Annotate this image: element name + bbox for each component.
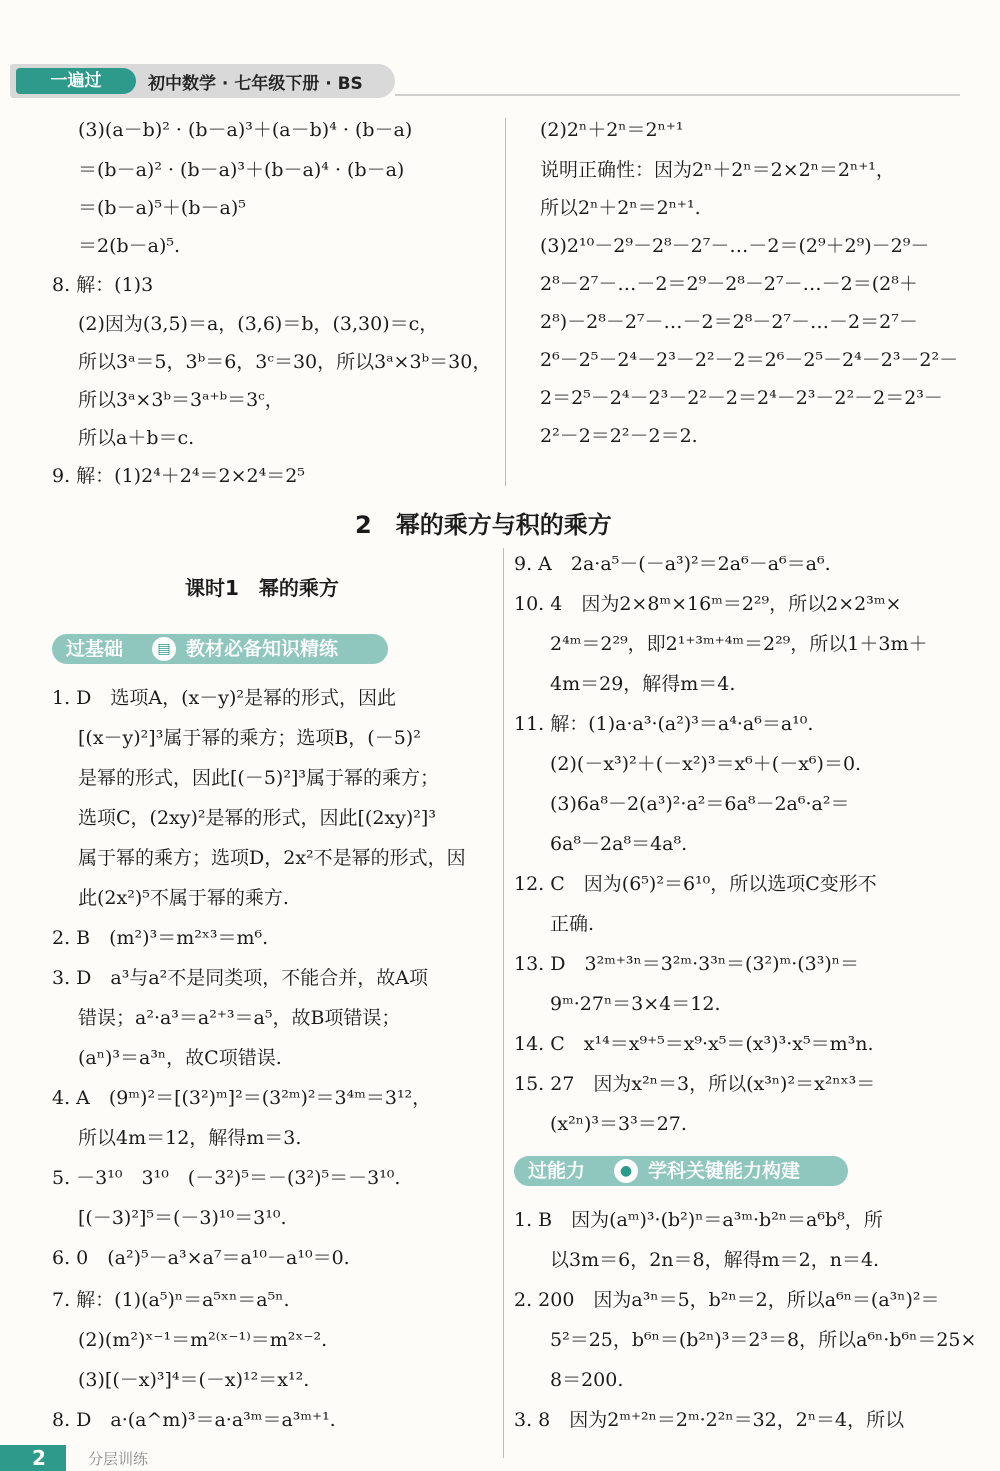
- text-line: (2)因为(3,5)＝a，(3,6)＝b，(3,30)＝c，: [78, 313, 439, 335]
- book-icon: ▤: [152, 637, 176, 661]
- text-line: 此(2x²)⁵不属于幂的乘方.: [78, 887, 289, 909]
- text-line: 属于幂的乘方；选项D，2x²不是幂的形式，因: [78, 847, 466, 869]
- text-line: 错误；a²·a³＝a²⁺³＝a⁵，故B项错误；: [78, 1007, 401, 1029]
- text-line: 2²－2＝2²－2＝2.: [540, 425, 698, 447]
- text-line: 说明正确性：因为2ⁿ＋2ⁿ＝2×2ⁿ＝2ⁿ⁺¹，: [540, 159, 895, 181]
- lesson-title: 课时1 幂的乘方: [185, 576, 339, 600]
- page-number: 2: [0, 1445, 66, 1471]
- text-line: 9ᵐ·27ⁿ＝3×4＝12.: [550, 993, 721, 1015]
- answer-2: 2. B (m²)³＝m²ˣ³＝m⁶.: [52, 927, 269, 949]
- answer-10: 10. 4 因为2×8ᵐ×16ᵐ＝2²⁹，所以2×2³ᵐ×: [514, 593, 902, 615]
- text-line: 2⁶－2⁵－2⁴－2³－2²－2＝2⁶－2⁵－2⁴－2³－2²－: [540, 349, 959, 371]
- answer-1: 1. D 选项A，(x－y)²是幂的形式，因此: [52, 687, 397, 709]
- answer-8-b: 8. D a·(a^m)³＝a·a³ᵐ＝a³ᵐ⁺¹.: [52, 1409, 336, 1431]
- text-line: (2)(－x³)²＋(－x²)³＝x⁶＋(－x⁶)＝0.: [550, 753, 862, 775]
- banner-ability-right: 学科关键能力构建: [648, 1160, 801, 1182]
- answer-7: 7. 解：(1)(a⁵)ⁿ＝a⁵ˣⁿ＝a⁵ⁿ.: [52, 1289, 290, 1311]
- answer-12: 12. C 因为(6⁵)²＝6¹⁰，所以选项C变形不: [514, 873, 877, 895]
- banner-ability: [514, 1156, 848, 1186]
- text-line: 选项C，(2xy)²是幂的形式，因此[(2xy)²]³: [78, 807, 436, 829]
- book-title: 初中数学 · 七年级下册 · BS: [148, 74, 363, 94]
- page-header: [10, 64, 960, 104]
- text-line: 2⁴ᵐ＝2²⁹，即2¹⁺³ᵐ⁺⁴ᵐ＝2²⁹，所以1＋3m＋: [550, 633, 928, 655]
- text-line: 所以4m＝12，解得m＝3.: [78, 1127, 302, 1149]
- text-line: ＝(b－a)⁵＋(b－a)⁵: [78, 197, 246, 219]
- text-line: (3)6a⁸－2(a³)²·a²＝6a⁸－2a⁶·a²＝: [550, 793, 850, 815]
- text-line: 正确.: [550, 913, 595, 935]
- section-title: 2 幂的乘方与积的乘方: [355, 511, 612, 539]
- text-line: 4m＝29，解得m＝4.: [550, 673, 736, 695]
- text-line: (aⁿ)³＝a³ⁿ，故C项错误.: [78, 1047, 282, 1069]
- column-divider-bottom: [503, 548, 504, 1458]
- text-line: 所以3ᵃ＝5，3ᵇ＝6，3ᶜ＝30，所以3ᵃ×3ᵇ＝30，: [78, 351, 492, 373]
- text-line: ＝(b－a)² · (b－a)³＋(b－a)⁴ · (b－a): [78, 159, 405, 181]
- medal-icon: ●: [614, 1159, 638, 1183]
- header-divider: [395, 94, 960, 96]
- text-line: 所以3ᵃ×3ᵇ＝3ᵃ⁺ᵇ＝3ᶜ，: [78, 389, 284, 411]
- text-line: (2)2ⁿ＋2ⁿ＝2ⁿ⁺¹: [540, 119, 684, 141]
- text-line: (2)(m²)ˣ⁻¹＝m²⁽ˣ⁻¹⁾＝m²ˣ⁻².: [78, 1329, 328, 1351]
- text-line: 2＝2⁵－2⁴－2³－2²－2＝2⁴－2³－2²－2＝2³－: [540, 387, 943, 409]
- footer-label: 分层训练: [88, 1450, 149, 1468]
- text-line: 以3m＝6，2n＝8，解得m＝2，n＝4.: [550, 1249, 880, 1271]
- text-line: ＝2(b－a)⁵.: [78, 235, 181, 257]
- banner-basic: [52, 634, 388, 664]
- text-line: 2⁸)－2⁸－2⁷－…－2＝2⁸－2⁷－…－2＝2⁷－: [540, 311, 918, 333]
- text-line: (x²ⁿ)³＝3³＝27.: [550, 1113, 687, 1135]
- text-line: (3)(a－b)² · (b－a)³＋(a－b)⁴ · (b－a): [78, 119, 413, 141]
- answer-8: 8. 解：(1)3: [52, 274, 154, 296]
- text-line: (3)2¹⁰－2⁹－2⁸－2⁷－…－2＝(2⁹＋2⁹)－2⁹－: [540, 235, 930, 257]
- text-line: 8＝200.: [550, 1369, 624, 1391]
- ability-answer-3: 3. 8 因为2ᵐ⁺²ⁿ＝2ᵐ·2²ⁿ＝32，2ⁿ＝4，所以: [514, 1409, 905, 1431]
- banner-basic-right: 教材必备知识精练: [186, 638, 339, 660]
- text-line: 所以a＋b＝c.: [78, 427, 195, 449]
- answer-11: 11. 解：(1)a·a³·(a²)³＝a⁴·a⁶＝a¹⁰.: [514, 713, 814, 735]
- banner-ability-left: 过能力: [528, 1160, 586, 1182]
- answer-9-b: 9. A 2a·a⁵－(－a³)²＝2a⁶－a⁶＝a⁶.: [514, 553, 831, 575]
- column-divider-top: [505, 118, 506, 486]
- answer-9: 9. 解：(1)2⁴＋2⁴＝2×2⁴＝2⁵: [52, 465, 305, 487]
- text-line: (3)[(－x)³]⁴＝(－x)¹²＝x¹².: [78, 1369, 310, 1391]
- brand-logo: 一遍过: [16, 68, 136, 94]
- text-line: 2⁸－2⁷－…－2＝2⁹－2⁸－2⁷－…－2＝(2⁸＋: [540, 273, 918, 295]
- answer-13: 13. D 3²ᵐ⁺³ⁿ＝3²ᵐ·3³ⁿ＝(3²)ᵐ·(3³)ⁿ＝: [514, 953, 860, 975]
- text-line: 5²＝25，b⁶ⁿ＝(b²ⁿ)³＝2³＝8，所以a⁶ⁿ·b⁶ⁿ＝25×: [550, 1329, 977, 1351]
- text-line: 6a⁸－2a⁸＝4a⁸.: [550, 833, 688, 855]
- banner-basic-left: 过基础: [66, 638, 124, 660]
- ability-answer-1: 1. B 因为(aᵐ)³·(b²)ⁿ＝a³ᵐ·b²ⁿ＝a⁶b⁸，所: [514, 1209, 883, 1231]
- text-line: 所以2ⁿ＋2ⁿ＝2ⁿ⁺¹.: [540, 197, 701, 219]
- answer-3: 3. D a³与a²不是同类项，不能合并，故A项: [52, 967, 429, 989]
- answer-6: 6. 0 (a²)⁵－a³×a⁷＝a¹⁰－a¹⁰＝0.: [52, 1247, 350, 1269]
- answer-14: 14. C x¹⁴＝x⁹⁺⁵＝x⁹·x⁵＝(x³)³·x⁵＝m³n.: [514, 1033, 874, 1055]
- answer-4: 4. A (9ᵐ)²＝[(3²)ᵐ]²＝(3²ᵐ)²＝3⁴ᵐ＝3¹²，: [52, 1087, 432, 1109]
- text-line: [(－3)²]⁵＝(－3)¹⁰＝3¹⁰.: [78, 1207, 287, 1229]
- text-line: [(x－y)²]³属于幂的乘方；选项B，(－5)²: [78, 727, 421, 749]
- ability-answer-2: 2. 200 因为a³ⁿ＝5，b²ⁿ＝2，所以a⁶ⁿ＝(a³ⁿ)²＝: [514, 1289, 940, 1311]
- answer-5: 5. －3¹⁰ 3¹⁰ (－3²)⁵＝－(3²)⁵＝－3¹⁰.: [52, 1167, 401, 1189]
- answer-15: 15. 27 因为x²ⁿ＝3，所以(x³ⁿ)²＝x²ⁿˣ³＝: [514, 1073, 876, 1095]
- text-line: 是幂的形式，因此[(－5)²]³属于幂的乘方；: [78, 767, 439, 789]
